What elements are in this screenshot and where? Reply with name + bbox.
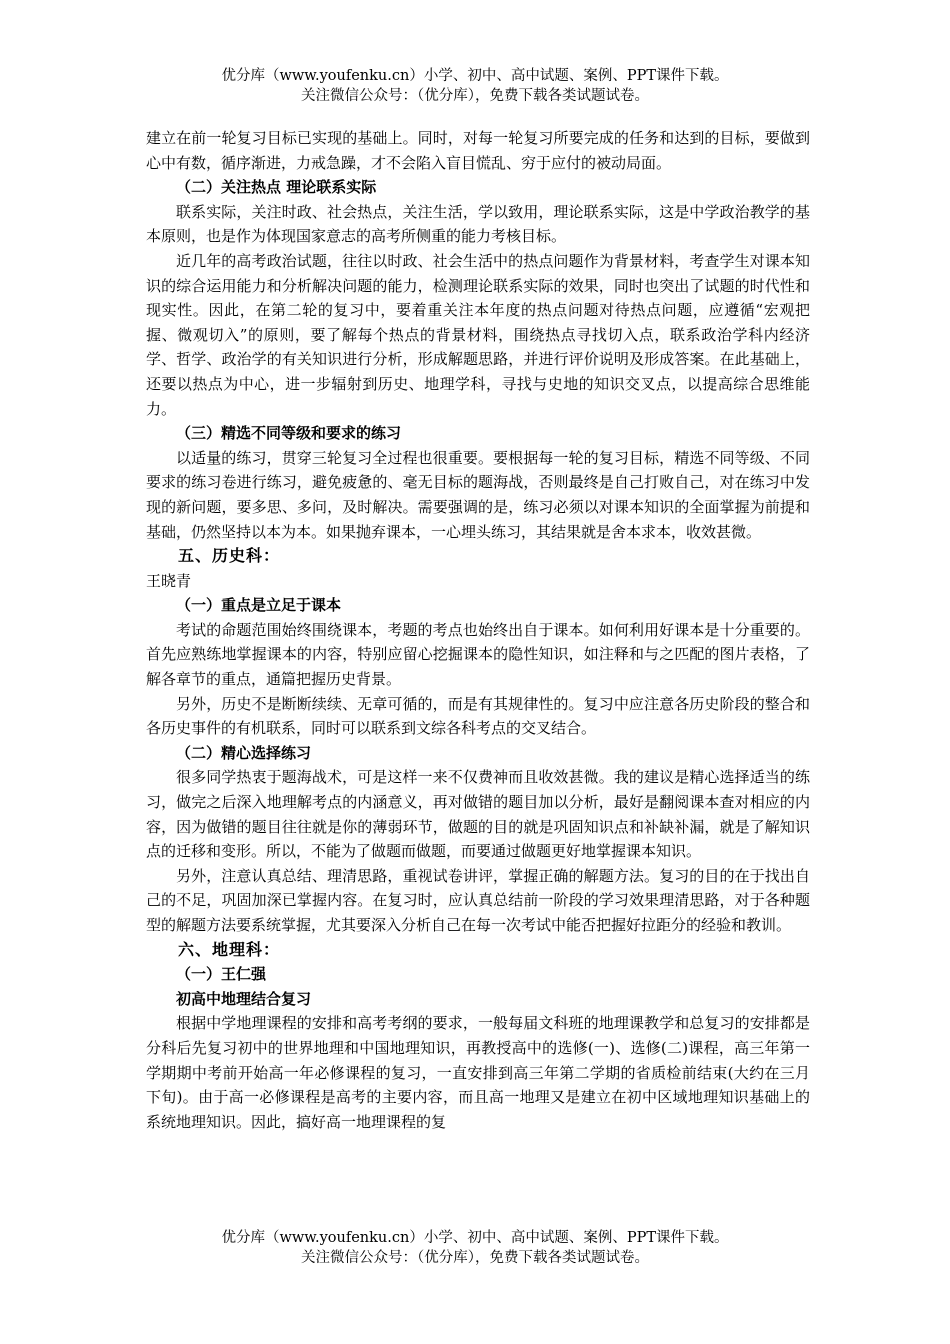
subheading: （一）重点是立足于课本 <box>176 596 342 615</box>
footer-line-2: 关注微信公众号：（优分库），免费下载各类试题试卷。 <box>301 1250 649 1266</box>
subheading: （三）精选不同等级和要求的练习 <box>176 424 402 443</box>
paragraph: 另外，注意认真总结、理清思路，重视试卷讲评，掌握正确的解题方法。复习的目的在于找出自己的不足，巩固加深已掌握内容。在复习时，应认真总结前一阶段的学习效果理清思路，对于各种题型的解题方法要系统掌握，尤其要深入分析自己在每一次考试中能否把握好拉距分的经验和教训。 <box>146 866 810 934</box>
subheading: （一）王仁强 <box>176 965 267 984</box>
paragraph: 建立在前一轮复习目标已实现的基础上。同时，对每一轮复习所要完成的任务和达到的目标，要做到心中有数，循序渐进，力戒急躁，才不会陷入盲目慌乱、穷于应付的被动局面。 <box>146 129 810 172</box>
paragraph: 近几年的高考政治试题，往往以时政、社会生活中的热点问题作为背景材料，考查学生对课本知识的综合运用能力和分析解决问题的能力，检测理论联系实际的效果，同时也突出了试题的时代性和现实性。因此，在第二轮的复习中，要着重关注本年度的热点问题对待热点问题，应遵循“宏观把握、微观切入”的原则，要了解每个热点的背景材料，围绕热点寻找切入点，联系政治学科内经济学、哲学、政治学的有关知识进行分析，形成解题思路，并进行评价说明及形成答案。在此基础上，还要以热点为中心，进一步辐射到历史、地理学科，寻找与史地的知识交叉点，以提高综合思维能力。 <box>146 251 810 418</box>
footer-line-1: 优分库（www.youfenku.cn）小学、初中、高中试题、案例、PPT课件下载。 <box>221 1230 729 1246</box>
document-body <box>146 126 810 1134</box>
paragraph: 另外，历史不是断断续续、无章可循的，而是有其规律性的。复习中应注意各历史阶段的整合和各历史事件的有机联系，同时可以联系到文综各科考点的交叉结合。 <box>146 694 810 738</box>
section-heading-geography: 六、地理科： <box>178 939 281 959</box>
section-heading-history: 五、历史科： <box>178 546 281 566</box>
subheading: （二）关注热点 理论联系实际 <box>176 178 377 197</box>
subheading-title: 初高中地理结合复习 <box>176 989 312 1008</box>
page-footer <box>0 1228 950 1268</box>
paragraph: 根据中学地理课程的安排和高考考纲的要求，一般每届文科班的地理课教学和总复习的安排都是分科后先复习初中的世界地理和中国地理知识，再教授高中的选修(一)、选修(二)课程，高三年第一学期期中考前开始高一年必修课程的复习，一直安排到高三年第二学期的省质检前结束(大约在三月下旬)。由于高一必修课程是高考的主要内容，而且高一地理又是建立在初中区域地理知识基础上的系统地理知识。因此，搞好高一地理课程的复 <box>146 1014 810 1131</box>
author-name: 王晓青 <box>146 571 192 590</box>
paragraph: 以适量的练习，贯穿三轮复习全过程也很重要。要根据每一轮的复习目标，精选不同等级、不同要求的练习卷进行练习，避免疲惫的、毫无目标的题海战，否则最终是自己打败自己，对在练习中发现的新问题，要多思、多问，及时解决。需要强调的是，练习必须以对课本知识的全面掌握为前提和基础，仍然坚持以本为本。如果抛弃课本，一心埋头练习，其结果就是舍本求本，收效甚微。 <box>146 448 810 541</box>
header-line-1: 优分库（www.youfenku.cn）小学、初中、高中试题、案例、PPT课件下载。 <box>221 68 729 84</box>
paragraph: 联系实际，关注时政、社会热点，关注生活，学以致用，理论联系实际，这是中学政治教学的基本原则，也是作为体现国家意志的高考所侧重的能力考核目标。 <box>146 202 810 246</box>
paragraph: 很多同学热衷于题海战术，可是这样一来不仅费神而且收效甚微。我的建议是精心选择适当的练习，做完之后深入地理解考点的内涵意义，再对做错的题目加以分析，最好是翻阅课本查对相应的内容，因为做错的题目往往就是你的薄弱环节，做题的目的就是巩固知识点和补缺补漏，就是了解知识点的迁移和变形。所以，不能为了做题而做题，而要通过做题更好地掌握课本知识。 <box>146 768 810 861</box>
subheading: （二）精心选择练习 <box>176 743 312 762</box>
page-header <box>0 66 950 106</box>
header-line-2: 关注微信公众号：（优分库），免费下载各类试题试卷。 <box>301 88 649 104</box>
paragraph: 考试的命题范围始终围绕课本，考题的考点也始终出自于课本。如何利用好课本是十分重要的。首先应熟练地掌握课本的内容，特别应留心挖掘课本的隐性知识，如注释和与之匹配的图片表格，了解各章节的重点，通篇把握历史背景。 <box>146 620 810 689</box>
